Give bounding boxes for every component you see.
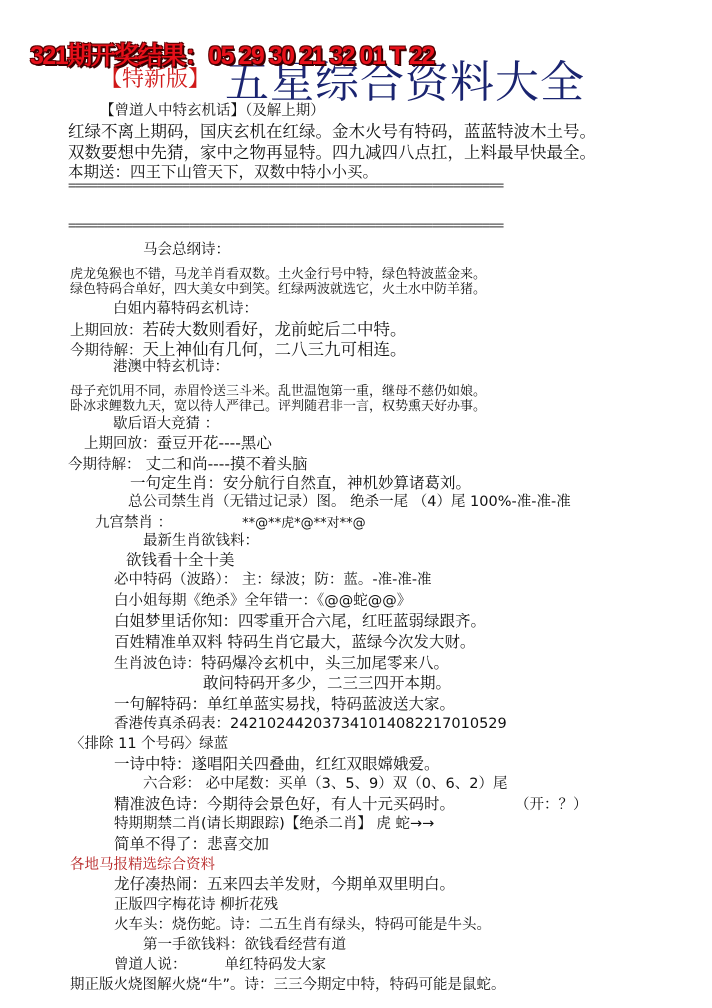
shengxiao-bose-line2: 敢问特码开多少，二三三四开本期。 xyxy=(203,674,452,692)
baixing-line: 百姓精准单双料 特码生肖它最大，蓝绿今次发大财。 xyxy=(114,633,476,651)
poem-line: 卧冰求鲤数九天，宽以待人严律己。评判随君非一言，权势熏天好办事。 xyxy=(70,399,487,414)
teqi-line: 特期期禁二肖(请长期跟踪)【绝杀二肖】 虎 蛇→→ xyxy=(114,816,435,832)
label: 九宫禁肖 ： xyxy=(95,515,173,531)
label: 上期回放： xyxy=(84,436,157,452)
kai-note: （开：？） xyxy=(515,797,588,813)
poem-line: 本期送：四王下山管天下，双数中特小小买。 xyxy=(68,163,379,181)
zengdaoren-row xyxy=(114,953,326,974)
xiehouyu-last-row xyxy=(84,431,272,453)
label: 生肖波色诗： xyxy=(114,656,201,672)
zuixin-text: 欲钱看十全十美 xyxy=(126,551,235,569)
section-heading-regional: 各地马报精选综合资料 xyxy=(70,857,215,873)
baixiaojie-line: 白小姐每期《绝杀》全年错一：《@@蛇@@》 xyxy=(114,593,412,609)
xianggang-chuanzhen-line: 香港传真杀码表：242102442037341014082217010529 xyxy=(114,716,507,732)
diyishou-line: 第一手欲钱料：欲钱看经营有道 xyxy=(143,937,346,953)
poem-line: 双数要想中先猜，家中之物再显特。四九减四八点扛，上料最早快最全。 xyxy=(68,143,596,162)
value: 特码爆冷玄机中，头三加尾零来八。 xyxy=(201,654,450,672)
edition-tag: 【特新版】 xyxy=(100,67,211,92)
section-heading-gangao: 港澳中特玄机诗： xyxy=(113,359,229,375)
jiandan-line: 简单不得了：悲喜交加 xyxy=(114,835,270,853)
bizhong-line: 必中特码（波路）： 主：绿波；防：蓝。-准-准-准 xyxy=(114,572,432,588)
section-heading-xiehouyu: 歇后语大竞猜 ： xyxy=(113,416,220,432)
jingzhun-bose-line: 精准波色诗：今期待会景色好，有人十元买码时。 xyxy=(114,795,456,813)
label: 今期待解： xyxy=(70,343,143,359)
value: 天上神仙有几何，二八三九可相连。 xyxy=(142,340,407,359)
section-heading-baijie: 白姐内幕特码玄机诗： xyxy=(113,301,258,317)
value: **@**虎*@**对**@ xyxy=(242,516,366,531)
shengxiao-bose-row xyxy=(114,651,449,673)
label: 今期待解： xyxy=(68,457,141,473)
poem-line: 绿色特码合单好，四大美女中到笑。红绿两波就选它，火土水中防羊猪。 xyxy=(70,282,487,297)
section-heading-zengdaoren: 【曾道人中特玄机话】（及解上期） xyxy=(100,103,325,119)
value: 丈二和尚----摸不着头脑 xyxy=(145,455,308,473)
liuhecai-line: 六合彩： 必中尾数：买单（3、5、9）双（0、6、2）尾 xyxy=(143,776,508,792)
separator: ============================================================= xyxy=(68,178,503,194)
huoshao-line: 期正版火烧图解火烧“牛”。诗：三三今期定中特，特码可能是鼠蛇。 xyxy=(70,977,506,993)
value: 若砖大数则看好，龙前蛇后二中特。 xyxy=(142,320,407,339)
value: 蚕豆开花----黑心 xyxy=(156,434,272,452)
huoche-line: 火车头：烧伤蛇。诗：二五生肖有绿头，特码可能是牛头。 xyxy=(114,917,491,933)
poem-line: 红绿不离上期码，国庆玄机在红绿。金木火号有特码，蓝蓝特波木土号。 xyxy=(68,122,596,141)
label: 上期回放： xyxy=(70,323,143,339)
yishi-line: 一诗中特：遂唱阳关四叠曲，红红双眼嫦娥爱。 xyxy=(114,755,440,773)
result-banner: 321期开奖结果：05 29 30 21 32 01 T 22 xyxy=(30,42,434,70)
section-heading-mahui: 马会总纲诗： xyxy=(143,242,230,258)
yiju-dingshengxiao: 一句定生肖：安分航行自然直，神机妙算诸葛刘。 xyxy=(130,474,472,492)
poem-line: 母子充饥用不同，赤眉怜送三斗米。乱世温饱第一重，继母不慈仍如娘。 xyxy=(70,384,487,399)
meihua-line: 正版四字梅花诗 柳折花残 xyxy=(114,897,279,913)
zuixin-heading: 最新生肖欲钱料： xyxy=(143,533,259,549)
baijie-mengli-line: 白姐梦里话你知：四零重开合六尾，红旺蓝弱绿跟齐。 xyxy=(114,612,487,630)
value: 单红特码发大家 xyxy=(224,957,326,973)
poem-line: 虎龙兔猴也不错，马龙羊肖看双数。土火金行号中特，绿色特波蓝金来。 xyxy=(70,267,487,282)
zonggongsi-line: 总公司禁生肖（无错过记录）图。 绝杀一尾 （4）尾 100%-准-准-准 xyxy=(128,494,571,510)
longzai-line: 龙仔凑热闹：五来四去羊发财，今期单双里明白。 xyxy=(114,875,456,893)
yiju-jie-line: 一句解特码：单红单蓝实易找，特码蓝波送大家。 xyxy=(114,695,456,713)
paichu-line: 〈排除 11 个号码〉绿蓝 xyxy=(70,736,229,752)
separator: ============================================================= xyxy=(68,218,503,234)
label: 曾道人说： xyxy=(114,957,187,973)
page-title: 五星综合资料大全 xyxy=(225,57,585,108)
